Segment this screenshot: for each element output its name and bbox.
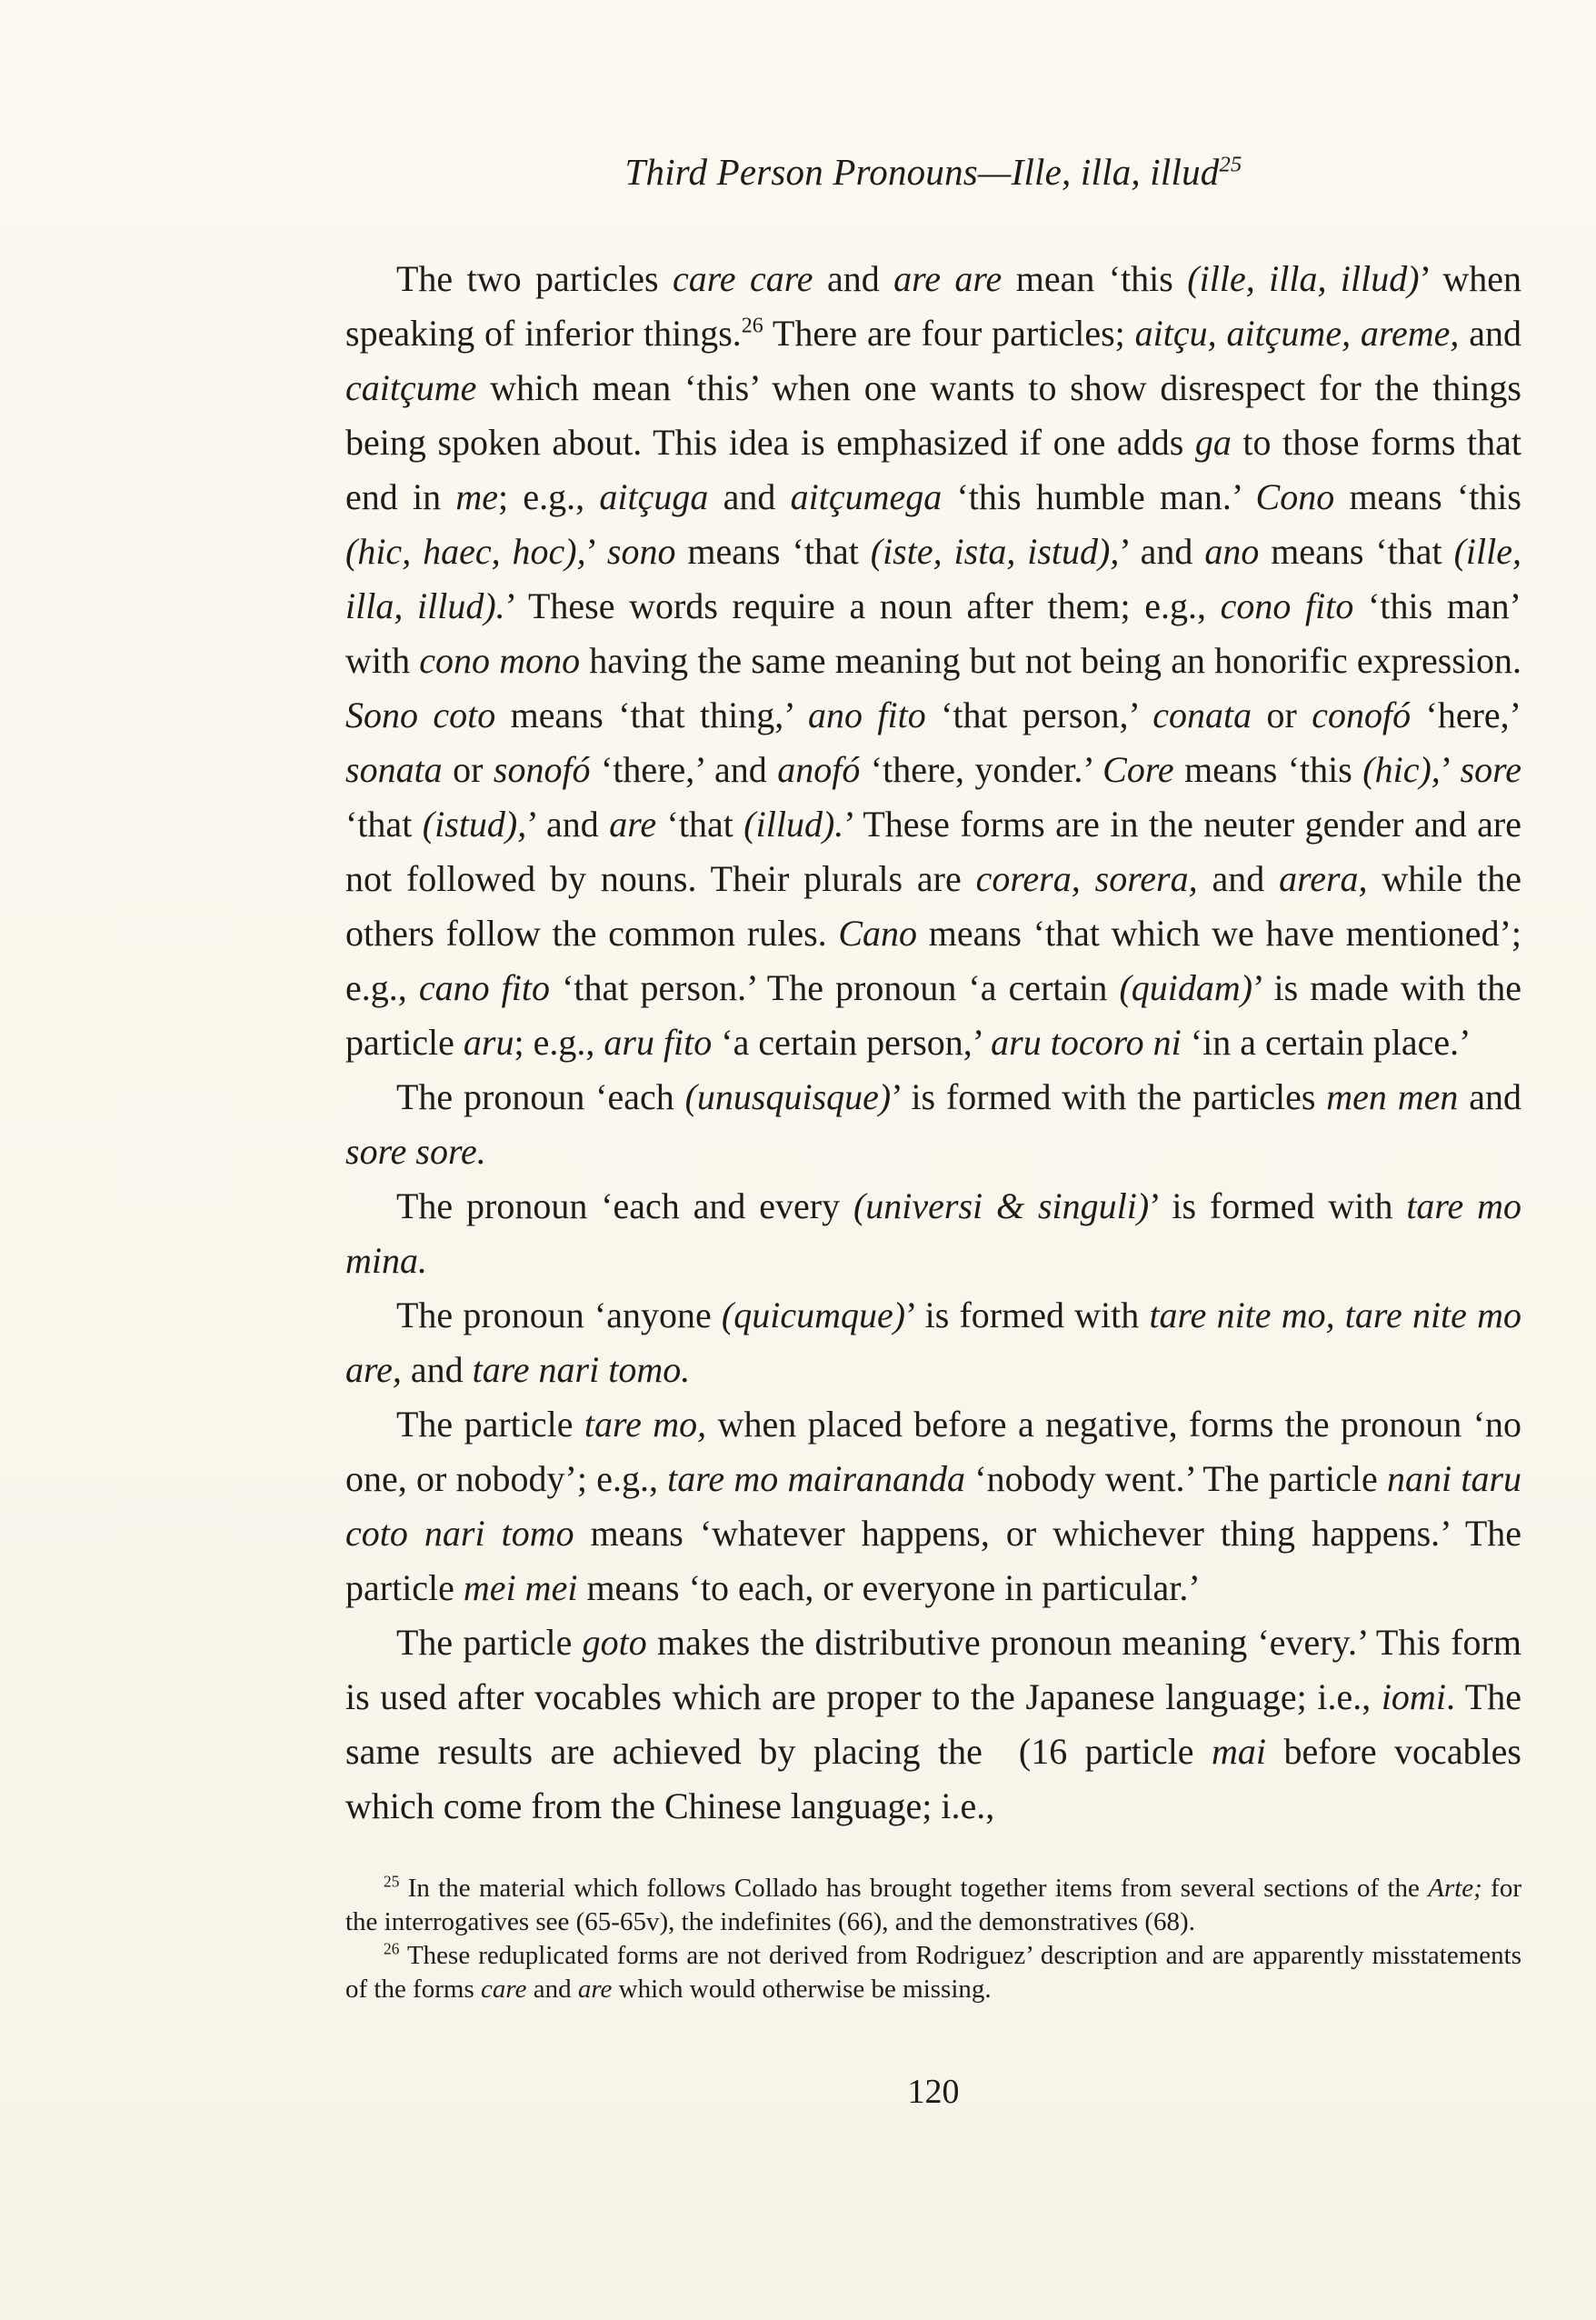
footnote-ref: 25 [1219,152,1242,177]
paragraph: The pronoun ‘anyone (quicumque)’ is formed with tare nite mo, tare nite mo are, and tare nari tomo. [345,1295,1521,1390]
footnote-ref: 25 [384,1872,400,1891]
paragraph: The particle tare mo, when placed before a negative, forms the pronoun ‘no one, or nobody’; e.g., tare mo mairananda ‘nobody went.’ The particle nani taru coto nari tomo means ‘whatever happens, or whichever thing happens.’ The particle mei mei means ‘to each, or everyone in particular.’ [345,1404,1522,1608]
paragraph: The particle goto makes the distributive pronoun meaning ‘every.’ This form is used after vocables which are proper to the Japanese language; i.e., iomi. The same results are achieved by placing the (16 particle mai before vocables which come from the Chinese language; i.e., [345,1622,1522,1826]
footnote-ref: 26 [741,314,763,338]
footnote: $^{26}$ These reduplicated forms are not derived from Rodriguez’ description and are apparently misstatements of the forms care and are which would otherwise be missing. [345,1939,1521,2004]
paragraph: The pronoun ‘each (unusquisque)’ is formed with the particles men men and sore sore. [345,1076,1521,1172]
footnotes [345,1872,1521,2006]
text-block [345,150,1521,2112]
body-paragraphs [345,252,1521,1834]
paragraph: The two particles care care and are are mean ‘this (ille, illa, illud)’ when speaking of inferior things.$^{26}$ There are four particles; aitçu, aitçume, areme, and caitçume which mean ‘this’ when one wants to show disrespect for the things being spoken about. This idea is emphasized if one adds ga to those forms that end in me; e.g., aitçuga and aitçumega ‘this humble man.’ Cono means ‘this (hic, haec, hoc),’ sono means ‘that (iste, ista, istud),’ and ano means ‘that (ille, illa, illud).’ These words require a noun after them; e.g., cono fito ‘this man’ with cono mono having the same meaning but not being an honorific expression. Sono coto means ‘that thing,’ ano fito ‘that person,’ conata or conofó ‘here,’ sonata or sonofó ‘there,’ and anofó ‘there, yonder.’ Core means ‘this (hic),’ sore ‘that (istud),’ and are ‘that (illud).’ These forms are in the neuter gender and are not followed by nouns. Their plurals are corera, sorera, and arera, while the others follow the common rules. Cano means ‘that which we have mentioned’; e.g., cano fito ‘that person.’ The pronoun ‘a certain (quidam)’ is made with the particle aru; e.g., aru fito ‘a certain person,’ aru tocoro ni ‘in a certain place.’ [345,258,1522,1063]
footnote-ref: 26 [384,1939,400,1958]
footnote: $^{25}$ In the material which follows Collado has brought together items from several sections of the Arte; for the interrogatives see (65-65v), the indefinites (66), and the demonstratives (68). [345,1872,1521,1936]
page-number: 120 [907,2073,960,2111]
paragraph: The pronoun ‘each and every (universi & singuli)’ is formed with tare mo mina. [345,1185,1522,1281]
page-title: Third Person Pronouns—Ille, illa, illud$^{25}$ [624,151,1242,193]
